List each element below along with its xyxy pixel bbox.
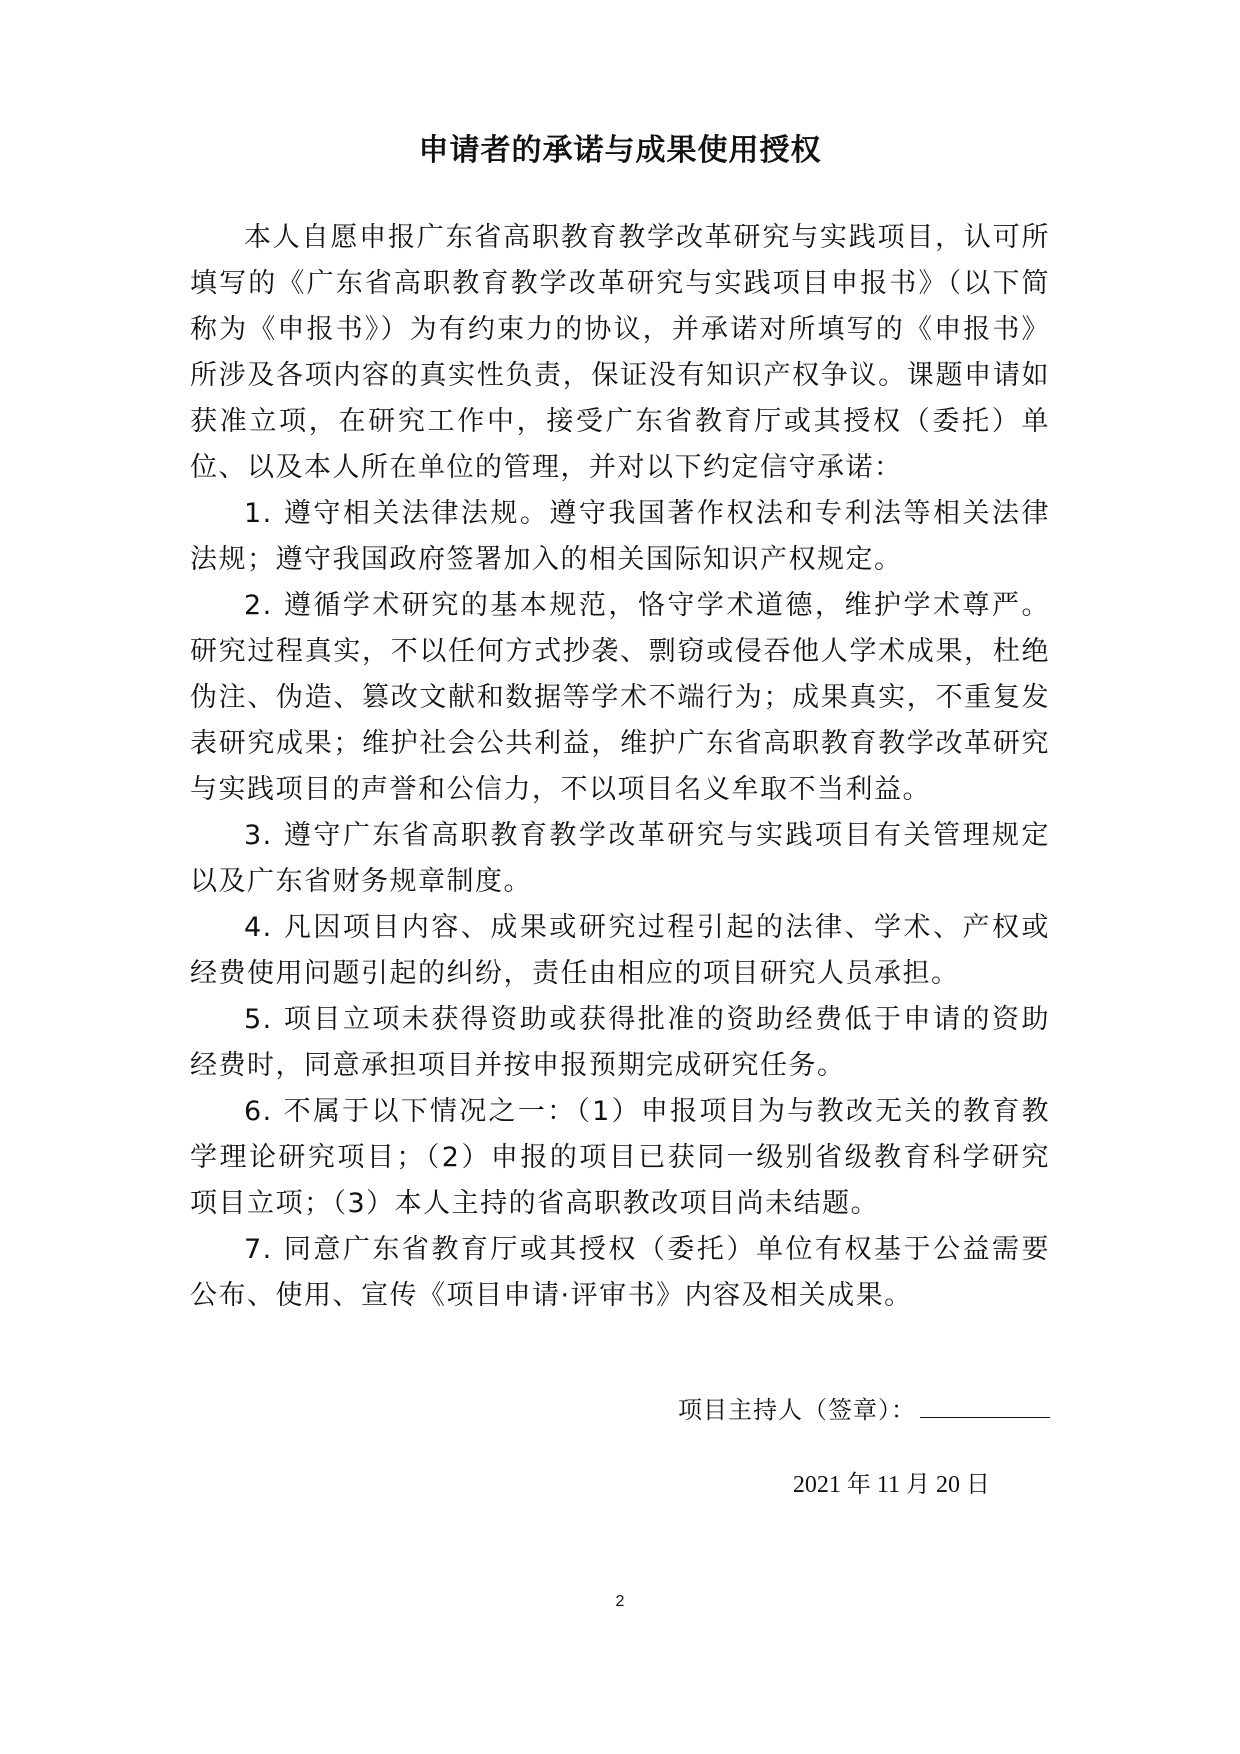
- intro-paragraph: 本人自愿申报广东省高职教育教学改革研究与实践项目，认可所填写的《广东省高职教育教学改革研究与实践项目申报书》（以下简称为《申报书》）为有约束力的协议，并承诺对所填写的《申报书》所涉及各项内容的真实性负责，保证没有知识产权争议。课题申请如获准立项，在研究工作中，接受广东省教育厅或其授权（委托）单位、以及本人所在单位的管理，并对以下约定信守承诺：: [190, 222, 1050, 483]
- document-title: 申请者的承诺与成果使用授权: [418, 133, 822, 168]
- commitment-item-3: 3. 遵守广东省高职教育教学改革研究与实践项目有关管理规定以及广东省财务规章制度。: [190, 820, 1050, 897]
- commitment-item-7: 7. 同意广东省教育厅或其授权（委托）单位有权基于公益需要公布、使用、宣传《项目申请·评审书》内容及相关成果。: [190, 1234, 1050, 1311]
- date-text: 2021 年 11 月 20 日: [792, 1472, 990, 1498]
- commitment-item-4: 4. 凡因项目内容、成果或研究过程引起的法律、学术、产权或经费使用问题引起的纠纷，责任由相应的项目研究人员承担。: [190, 912, 1050, 989]
- signature-label: 项目主持人（签章）：: [678, 1396, 916, 1424]
- commitment-item-5: 5. 项目立项未获得资助或获得批准的资助经费低于申请的资助经费时，同意承担项目并按申报预期完成研究任务。: [190, 1004, 1050, 1081]
- commitment-item-1: 1. 遵守相关法律法规。遵守我国著作权法和专利法等相关法律法规；遵守我国政府签署加入的相关国际知识产权规定。: [190, 498, 1050, 575]
- commitment-item-6: 6. 不属于以下情况之一：（1）申报项目为与教改无关的教育教学理论研究项目；（2）申报的项目已获同一级别省级教育科学研究项目立项；（3）本人主持的省高职教改项目尚未结题。: [190, 1096, 1050, 1219]
- document-body: [190, 215, 1050, 1319]
- signature-line: [920, 1391, 1050, 1418]
- commitment-item-2: 2. 遵循学术研究的基本规范，恪守学术道德，维护学术尊严。研究过程真实，不以任何方式抄袭、剽窃或侵吞他人学术成果，杜绝伪注、伪造、篡改文献和数据等学术不端行为；成果真实，不重复发表研究成果；维护社会公共利益，维护广东省高职教育教学改革研究与实践项目的声誉和公信力，不以项目名义牟取不当利益。: [190, 590, 1050, 805]
- page-number: 2: [615, 1593, 625, 1610]
- signature-block: [678, 1391, 1050, 1427]
